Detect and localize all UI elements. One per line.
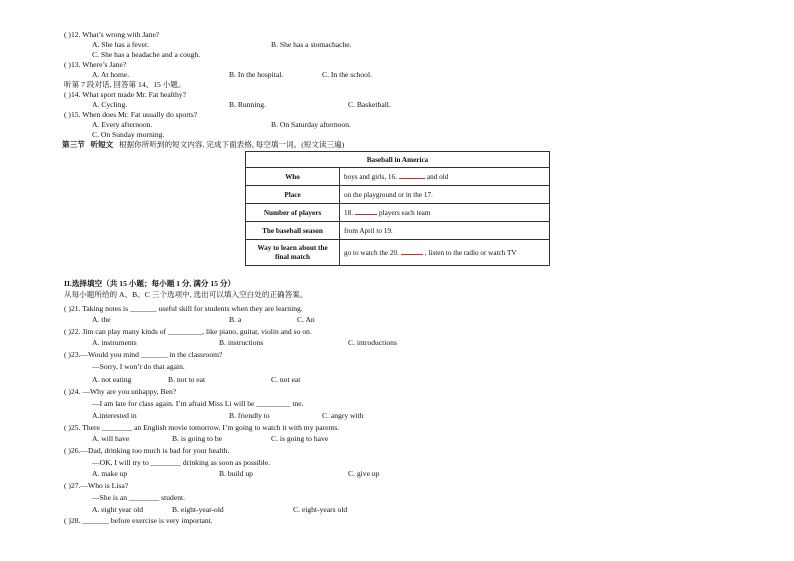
- q14-option-a: A. Cycling.: [92, 100, 128, 109]
- table-key-place: Place: [246, 186, 340, 204]
- q15-option-b: B. On Saturday afternoon.: [271, 120, 351, 129]
- question-27: ( )27.—Who is Lisa?: [64, 481, 129, 490]
- section-3-title: 第三节: [62, 140, 85, 149]
- q14-option-c: C. Basketball.: [348, 100, 391, 109]
- q25-option-a: A. will have: [92, 434, 130, 443]
- value-text: boys and girls, 16.: [344, 172, 397, 181]
- q24-reply: —I am late for class again. I’m afraid Miss Li will be _________ me.: [92, 399, 304, 408]
- question-24: ( )24. —Why are you unhappy, Ben?: [64, 387, 177, 396]
- q27-option-a: A. eight year old: [92, 505, 144, 514]
- q12-option-a: A. She has a fever.: [92, 40, 149, 49]
- blank-18[interactable]: [355, 214, 377, 215]
- table-row-final-match: [246, 240, 550, 266]
- table-value-season: [340, 222, 550, 240]
- q26-reply: —OK, I will try to ________ drinking as soon as possible.: [92, 458, 271, 467]
- question-23: ( )23.—Would you mind _______ in the classroom?: [64, 350, 223, 359]
- q24-option-b: B. friendly to: [229, 411, 270, 420]
- table-value-place: [340, 186, 550, 204]
- q27-option-b: B. eight-year-old: [172, 505, 224, 514]
- q15-option-c: C. On Sunday morning.: [92, 130, 165, 139]
- q21-option-c: C. An: [297, 315, 315, 324]
- q13-option-c: C. In the school.: [322, 70, 372, 79]
- q26-option-c: C. give up: [348, 469, 380, 478]
- q14-option-b: B. Running.: [229, 100, 266, 109]
- q12-option-b: B. She has a stomachache.: [271, 40, 352, 49]
- value-text: , listen to the radio or watch TV: [424, 248, 517, 257]
- q24-option-a: A.interested in: [92, 411, 137, 420]
- q22-option-a: A. instruments: [92, 338, 137, 347]
- value-text: on the playground or in the 17.: [344, 190, 433, 199]
- q27-option-c: C. eight-years old: [293, 505, 348, 514]
- q22-option-c: C. introductions: [348, 338, 397, 347]
- value-text: 18.: [344, 208, 353, 217]
- table-row-players: [246, 204, 550, 222]
- question-25: ( )25. There ________ an English movie tomorrow. I’m going to watch it with my parents.: [64, 423, 340, 432]
- part-2-title: II.选择填空（共 15 小题；每小题 1 分, 满分 15 分）: [64, 279, 236, 288]
- q27-reply: —She is an ________ student.: [92, 493, 186, 502]
- blank-16[interactable]: [399, 178, 425, 179]
- table-key-players: Number of players: [246, 204, 340, 222]
- q13-option-a: A. At home.: [92, 70, 130, 79]
- q12-option-c: C. She has a headache and a cough.: [92, 50, 201, 59]
- table-key-season: The baseball season: [246, 222, 340, 240]
- q23-option-c: C. not eat: [271, 375, 301, 384]
- table-row-season: [246, 222, 550, 240]
- table-title-row: [246, 152, 550, 168]
- table-key-who: Who: [246, 168, 340, 186]
- q23-reply: —Sorry, I won’t do that again.: [92, 362, 185, 371]
- table-title: Baseball in America: [246, 152, 550, 168]
- question-14: ( )14. What sport made Mr. Fat healthy?: [64, 90, 186, 99]
- baseball-table: [245, 151, 550, 266]
- question-15: ( )15. When does Mr. Fat usually do sports?: [64, 110, 198, 119]
- q24-option-c: C. angry with: [322, 411, 364, 420]
- q13-option-b: B. In the hospital.: [229, 70, 284, 79]
- section-3-instruction: 根据你所听到的短文内容, 完成下面表格, 每空填一词。(短文读三遍): [118, 140, 345, 149]
- question-12: ( )12. What’s wrong with Jane?: [64, 30, 160, 39]
- q26-option-b: B. build up: [219, 469, 253, 478]
- table-row-place: [246, 186, 550, 204]
- section-3-name: 听短文: [90, 140, 114, 149]
- question-13: ( )13. Where’s Jane?: [64, 60, 127, 69]
- q25-option-c: C. is going to have: [271, 434, 329, 443]
- value-text: from April to 19.: [344, 226, 393, 235]
- table-row-who: [246, 168, 550, 186]
- q26-option-a: A. make up: [92, 469, 128, 478]
- question-28: ( )28. _______ before exercise is very important.: [64, 516, 213, 525]
- question-21: ( )21. Taking notes is _______ useful skill for students when they are learning.: [64, 304, 303, 313]
- section-3-heading: [62, 140, 344, 150]
- value-text: go to watch the 20.: [344, 248, 399, 257]
- baseball-table-wrapper: [245, 151, 550, 266]
- q21-option-b: B. a: [229, 315, 242, 324]
- table-value-who: [340, 168, 550, 186]
- question-22: ( )22. Jim can play many kinds of _________, like piano, guitar, violin and so on.: [64, 327, 312, 336]
- q22-option-b: B. instructions: [219, 338, 264, 347]
- question-26: ( )26.—Dad, drinking too much is bad for your health.: [64, 446, 230, 455]
- q15-option-a: A. Every afternoon.: [92, 120, 153, 129]
- value-text: players each team: [378, 208, 431, 217]
- q21-option-a: A. the: [92, 315, 111, 324]
- blank-20[interactable]: [401, 254, 423, 255]
- table-value-players: [340, 204, 550, 222]
- q23-option-b: B. not to eat: [168, 375, 206, 384]
- table-value-final-match: [340, 240, 550, 266]
- part-2-instruction: 从每小题所给的 A、B、C 三个选项中, 选出可以填入空白处的正确答案。: [64, 290, 308, 299]
- dialog-7-instruction: 听第 7 段对话, 回答第 14、15 小题。: [64, 80, 186, 89]
- table-key-final-match: Way to learn about the final match: [246, 240, 340, 266]
- q23-option-a: A. not eating: [92, 375, 132, 384]
- q25-option-b: B. is going to be: [172, 434, 222, 443]
- value-text: and old: [426, 172, 449, 181]
